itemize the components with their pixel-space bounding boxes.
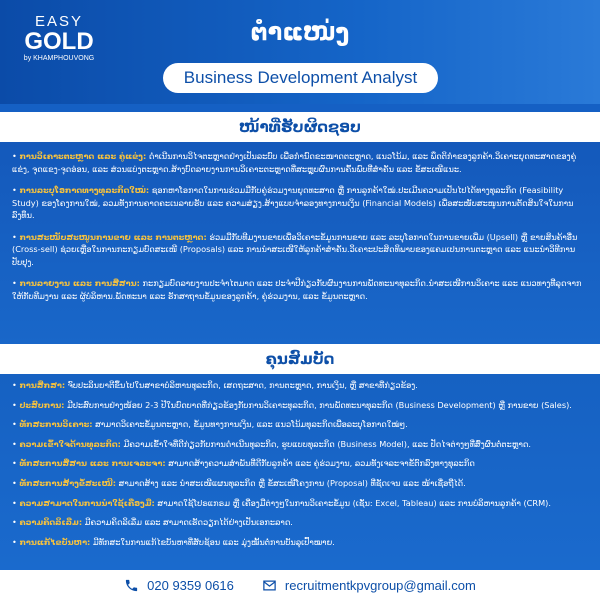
qualification-label: ທັກສະການສ້າງຂໍ້ສະເໜີ: — [19, 477, 117, 488]
phone-number[interactable]: 020 9359 0616 — [147, 577, 234, 593]
qualification-item: • ທັກສະການວິເຄາະ: ສາມາດວິເຄາະຂໍ້ມູນຕະຫຼາດ, ຂໍ້ມູນທາງການເງິນ, ແລະ ແນວໂນ້ມທຸລະກິດເພື່ອລະບຸໂອກາດໃໝ່ໆ. — [12, 419, 408, 430]
responsibility-item: • ການສະໜັບສະໜູນການຂາຍ ແລະ ການຕະຫຼາດ: ຮ່ວມມືກັບທີມງານຂາຍເພື່ອວິເຄາະຂໍ້ມູນການຂາຍ ແລະ ລະບຸໂອກາດໃນການຂາຍເພີ່ມ (Upsell) ຫຼື ຂາຍສິນຄ້າອື່ນ (Cross-sell) ຊ່ວຍເຫຼືອໃນການກະກຽມບົດສະເໜີ (Proposals) ແລະ ການນຳສະເໜີໃຫ້ລູກຄ້າສຳຄັນ.ວິເຄາະປະສິດທິພາບຂອງແຄມເປນການຕະຫຼາດ ແລະ ແນະນຳວິທີການປັບປຸງ. — [12, 231, 578, 267]
qualification-text: ສາມາດໃຊ້ໂປຣແກຣມ ຫຼື ເຄື່ອງມືຕ່າງໆໃນການວິເຄາະຂໍ້ມູນ (ເຊັ່ນ: Excel, Tableau) ແລະ ການບໍລິຫານລູກຄ້າ (CRM). — [154, 497, 551, 508]
email-address[interactable]: recruitmentkpvgroup@gmail.com — [284, 577, 476, 593]
responsibility-label: ການສະໜັບສະໜູນການຂາຍ ແລະ ການຕະຫຼາດ: — [19, 231, 207, 242]
responsibility-label: ການລາຍງານ ແລະ ການສື່ສານ: — [19, 278, 140, 288]
responsibility-item: • ການວິເຄາະຕະຫຼາດ ແລະ ຄູ່ແຂ່ງ: ດຳເນີນການວິໄຈຕະຫຼາດຢ່າງເປັນລະບົບ ເພື່ອກຳນົດຂະໜາດຕະຫຼາດ, ແນວໂນ້ມ, ແລະ ພຶດຕິກຳຂອງລູກຄ້າ.ວິເຄາະຍຸດທະສາດຂອງຄູ່ແຂ່ງ, ຈຸດແຂງ-ຈຸດອ່ອນ, ແລະ ສ່ວນແບ່ງຕະຫຼາດ.ສ້າງບົດລາຍງານການວິເຄາະຕະຫຼາດທີ່ສະຫຼຸບຜົນການຄົ້ນພົບທີ່ສຳຄັນ ແລະ ຂໍ້ສະເໜີແນະ. — [12, 151, 577, 174]
qualification-text: ມີຄວາມຄິດລິເລີ່ມ ແລະ ສາມາດເຮັດວຽກໄດ້ຢ່າງເປັນເອກະລາດ. — [82, 517, 293, 528]
qualification-text: ມີທັກສະໃນການແກ້ໄຂບັນຫາທີ່ສັບຊ້ອນ ແລະ ມຸ່ງໝັ້ນຕໍ່ການບັນລຸເປົ້າໝາຍ. — [90, 536, 335, 547]
page-title: ຕຳແໜ່ງ — [250, 18, 350, 46]
header — [0, 0, 600, 104]
email-contact[interactable] — [262, 578, 476, 593]
contact-footer — [0, 570, 600, 600]
qualification-label: ທັກສະການວິເຄາະ: — [19, 419, 93, 430]
responsibility-text: ກະກຽມບົດລາຍງານປະຈຳໄຕມາດ ແລະ ປະຈຳປີກ່ຽວກັບຜົນງານການພັດທະນາທຸລະກິດ.ນຳສະເໜີການວິເຄາະ ແລະ ແນວທາງທີ່ລຸດຈາກໃຫ້ກັບທີມງານ ແລະ ຜູ້ບໍລິຫານ.ພັດທະນາ ແລະ ຮັກສາຖານຂໍ້ມູນຂອງລູກຄ້າ, ຄູ່ຮ່ວມງານ, ແລະ ຂໍ້ມູນຕະຫຼາດ. — [12, 278, 582, 301]
qualification-text: ສາມາດສ້າງ ແລະ ນຳສະເໜີແຜນທຸລະກິດ ຫຼື ຂໍ້ສະເໜີໂຄງການ (Proposal) ທີ່ຊັດເຈນ ແລະ ໜ້າເຊື່ອຖືໄດ້. — [116, 477, 466, 488]
qualification-item: • ປະສົບການ: ມີປະສົບການຢ່າງໜ້ອຍ 2-3 ປີໃນບົດບາດທີ່ກ່ຽວຂ້ອງກັບການວິເຄາະທຸລະກິດ, ການພັດທະນາທຸລະກິດ (Business Development) ຫຼື ການຂາຍ (Sales). — [12, 399, 572, 410]
job-role-badge: Business Development Analyst — [163, 63, 438, 93]
qualification-item: • ທັກສະການສື່ສານ ແລະ ການເຈລະຈາ: ສາມາດສ້າງຄວາມສຳພັນທີ່ດີກັບລູກຄ້າ ແລະ ຄູ່ຮ່ວມງານ, ລວມທັງເຈລະຈາຂໍ້ຕົກລົງທາງທຸລະກິດ — [12, 458, 475, 469]
qualification-item: • ຄວາມເຂົ້າໃຈດ້ານທຸລະກິດ: ມີຄວາມເຂົ້າໃຈທີ່ດີກ່ຽວກັບການດຳເນີນທຸລະກິດ, ຮູບແບບທຸລະກິດ (Business Model), ແລະ ປັດໄຈຕ່າງໆທີ່ສົ່ງຜົນຕໍ່ຕະຫຼາດ. — [12, 438, 532, 449]
qualification-label: ຄວາມເຂົ້າໃຈດ້ານທຸລະກິດ: — [19, 438, 121, 449]
qualifications-list — [0, 374, 600, 570]
logo-line-gold: GOLD — [24, 28, 94, 55]
logo-line-easy: EASY — [34, 13, 84, 30]
phone-contact[interactable] — [124, 578, 234, 593]
qualification-text: ສາມາດວິເຄາະຂໍ້ມູນຕະຫຼາດ, ຂໍ້ມູນທາງການເງິນ, ແລະ ແນວໂນ້ມທຸລະກິດເພື່ອລະບຸໂອກາດໃໝ່ໆ. — [92, 419, 408, 430]
qualification-item: • ການແກ້ໄຂບັນຫາ: ມີທັກສະໃນການແກ້ໄຂບັນຫາທີ່ສັບຊ້ອນ ແລະ ມຸ່ງໝັ້ນຕໍ່ການບັນລຸເປົ້າໝາຍ. — [12, 536, 335, 547]
qualification-label: ການແກ້ໄຂບັນຫາ: — [19, 536, 91, 547]
qualification-label: ທັກສະການສື່ສານ ແລະ ການເຈລະຈາ: — [19, 458, 166, 469]
responsibility-text: ຮ່ວມມືກັບທີມງານຂາຍເພື່ອວິເຄາະຂໍ້ມູນການຂາຍ ແລະ ລະບຸໂອກາດໃນການຂາຍເພີ່ມ (Upsell) ຫຼື ຂາຍສິນຄ້າອື່ນ (Cross-sell) ຊ່ວຍເຫຼືອໃນການກະກຽມບົດສະເໜີ (Proposals) ແລະ ການນຳສະເໜີໃຫ້ລູກຄ້າສຳຄັນ.ວິເຄາະປະສິດທິພາບຂອງແຄມເປນການຕະຫຼາດ ແລະ ແນະນຳວິທີການປັບປຸງ. — [12, 231, 578, 267]
responsibilities-heading-band — [0, 112, 600, 142]
responsibility-label: ການລະບຸໂອກາດທາງທຸລະກິດໃໝ່: — [19, 185, 150, 195]
qualification-label: ປະສົບການ: — [19, 399, 65, 410]
qualification-item: • ຄວາມສາມາດໃນການນຳໃຊ້ເຄື່ອງມື: ສາມາດໃຊ້ໂປຣແກຣມ ຫຼື ເຄື່ອງມືຕ່າງໆໃນການວິເຄາະຂໍ້ມູນ (ເຊັ່ນ: Excel, Tableau) ແລະ ການບໍລິຫານລູກຄ້າ (CRM). — [12, 497, 551, 508]
qualification-item: • ຄວາມຄິດລິເລີ່ມ: ມີຄວາມຄິດລິເລີ່ມ ແລະ ສາມາດເຮັດວຽກໄດ້ຢ່າງເປັນເອກະລາດ. — [12, 517, 293, 528]
email-icon — [262, 578, 277, 593]
responsibility-item: • ການລາຍງານ ແລະ ການສື່ສານ: ກະກຽມບົດລາຍງານປະຈຳໄຕມາດ ແລະ ປະຈຳປີກ່ຽວກັບຜົນງານການພັດທະນາທຸລະກິດ.ນຳສະເໜີການວິເຄາະ ແລະ ແນວທາງທີ່ລຸດຈາກໃຫ້ກັບທີມງານ ແລະ ຜູ້ບໍລິຫານ.ພັດທະນາ ແລະ ຮັກສາຖານຂໍ້ມູນຂອງລູກຄ້າ, ຄູ່ຮ່ວມງານ, ແລະ ຂໍ້ມູນຕະຫຼາດ. — [12, 278, 582, 301]
responsibilities-list — [0, 142, 600, 344]
phone-icon — [124, 578, 139, 593]
qualifications-heading: ຄຸນສົມບັດ — [265, 350, 335, 368]
logo-line-by: by KHAMPHOUVONG — [23, 55, 95, 62]
qualification-item: • ທັກສະການສ້າງຂໍ້ສະເໜີ: ສາມາດສ້າງ ແລະ ນຳສະເໜີແຜນທຸລະກິດ ຫຼື ຂໍ້ສະເໜີໂຄງການ (Proposal) ທີ່ຊັດເຈນ ແລະ ໜ້າເຊື່ອຖືໄດ້. — [12, 477, 466, 488]
qualification-item: • ການສຶກສາ: ຈົບປະລິນຍາຕີຂຶ້ນໄປໃນສາຂາບໍລິຫານທຸລະກິດ, ເສດຖະສາດ, ການຕະຫຼາດ, ການເງິນ, ຫຼື ສາຂາທີ່ກ່ຽວຂ້ອງ. — [12, 380, 418, 390]
qualification-label: ຄວາມສາມາດໃນການນຳໃຊ້ເຄື່ອງມື: — [19, 497, 155, 508]
qualifications-heading-band — [0, 344, 600, 374]
qualification-label: ການສຶກສາ: — [19, 380, 66, 390]
responsibility-text: ຊອກຫາໂອກາດໃນການຮ່ວມມືກັບຄູ່ຮ່ວມງານຍຸດທະສາດ ຫຼື ການລູກຄ້າໃໝ່.ປະເມີນຄວາມເປັນໄປໄດ້ທາງທຸລະກິດ (Feasibility Study) ຂອງໂຄງການໃໝ່, ລວມທັງການຄາດຄະເນລາຍຮັບ ແລະ ຄວາມສ່ຽງ.ສ້າງແບບຈຳລອງທາງການເງິນ (Financial Models) ເພື່ອສະໜັບສະໜູນການຕັດສິນໃຈໃນການລົງທຶນ. — [12, 185, 574, 220]
qualification-label: ຄວາມຄິດລິເລີ່ມ: — [19, 517, 83, 528]
qualification-text: ສາມາດສ້າງຄວາມສຳພັນທີ່ດີກັບລູກຄ້າ ແລະ ຄູ່ຮ່ວມງານ, ລວມທັງເຈລະຈາຂໍ້ຕົກລົງທາງທຸລະກິດ — [165, 458, 475, 469]
responsibility-label: ການວິເຄາະຕະຫຼາດ ແລະ ຄູ່ແຂ່ງ: — [19, 151, 147, 161]
qualification-text: ມີຄວາມເຂົ້າໃຈທີ່ດີກ່ຽວກັບການດຳເນີນທຸລະກິດ, ຮູບແບບທຸລະກິດ (Business Model), ແລະ ປັດໄຈຕ່າງໆທີ່ສົ່ງຜົນຕໍ່ຕະຫຼາດ. — [120, 438, 532, 449]
responsibilities-heading: ໜ້າທີ່ຮັບຜິດຊອບ — [239, 118, 361, 136]
responsibility-text: ດຳເນີນການວິໄຈຕະຫຼາດຢ່າງເປັນລະບົບ ເພື່ອກຳນົດຂະໜາດຕະຫຼາດ, ແນວໂນ້ມ, ແລະ ພຶດຕິກຳຂອງລູກຄ້າ.ວິເຄາະຍຸດທະສາດຂອງຄູ່ແຂ່ງ, ຈຸດແຂງ-ຈຸດອ່ອນ, ແລະ ສ່ວນແບ່ງຕະຫຼາດ.ສ້າງບົດລາຍງານການວິເຄາະຕະຫຼາດທີ່ສະຫຼຸບຜົນການຄົ້ນພົບທີ່ສຳຄັນ ແລະ ຂໍ້ສະເໜີແນະ. — [12, 151, 577, 174]
responsibility-item: • ການລະບຸໂອກາດທາງທຸລະກິດໃໝ່: ຊອກຫາໂອກາດໃນການຮ່ວມມືກັບຄູ່ຮ່ວມງານຍຸດທະສາດ ຫຼື ການລູກຄ້າໃໝ່.ປະເມີນຄວາມເປັນໄປໄດ້ທາງທຸລະກິດ (Feasibility Study) ຂອງໂຄງການໃໝ່, ລວມທັງການຄາດຄະເນລາຍຮັບ ແລະ ຄວາມສ່ຽງ.ສ້າງແບບຈຳລອງທາງການເງິນ (Financial Models) ເພື່ອສະໜັບສະໜູນການຕັດສິນໃຈໃນການລົງທຶນ. — [12, 185, 574, 220]
qualification-text: ມີປະສົບການຢ່າງໜ້ອຍ 2-3 ປີໃນບົດບາດທີ່ກ່ຽວຂ້ອງກັບການວິເຄາະທຸລະກິດ, ການພັດທະນາທຸລະກິດ (Business Development) ຫຼື ການຂາຍ (Sales). — [64, 399, 572, 410]
qualification-text: ຈົບປະລິນຍາຕີຂຶ້ນໄປໃນສາຂາບໍລິຫານທຸລະກິດ, ເສດຖະສາດ, ການຕະຫຼາດ, ການເງິນ, ຫຼື ສາຂາທີ່ກ່ຽວຂ້ອງ. — [65, 380, 418, 390]
